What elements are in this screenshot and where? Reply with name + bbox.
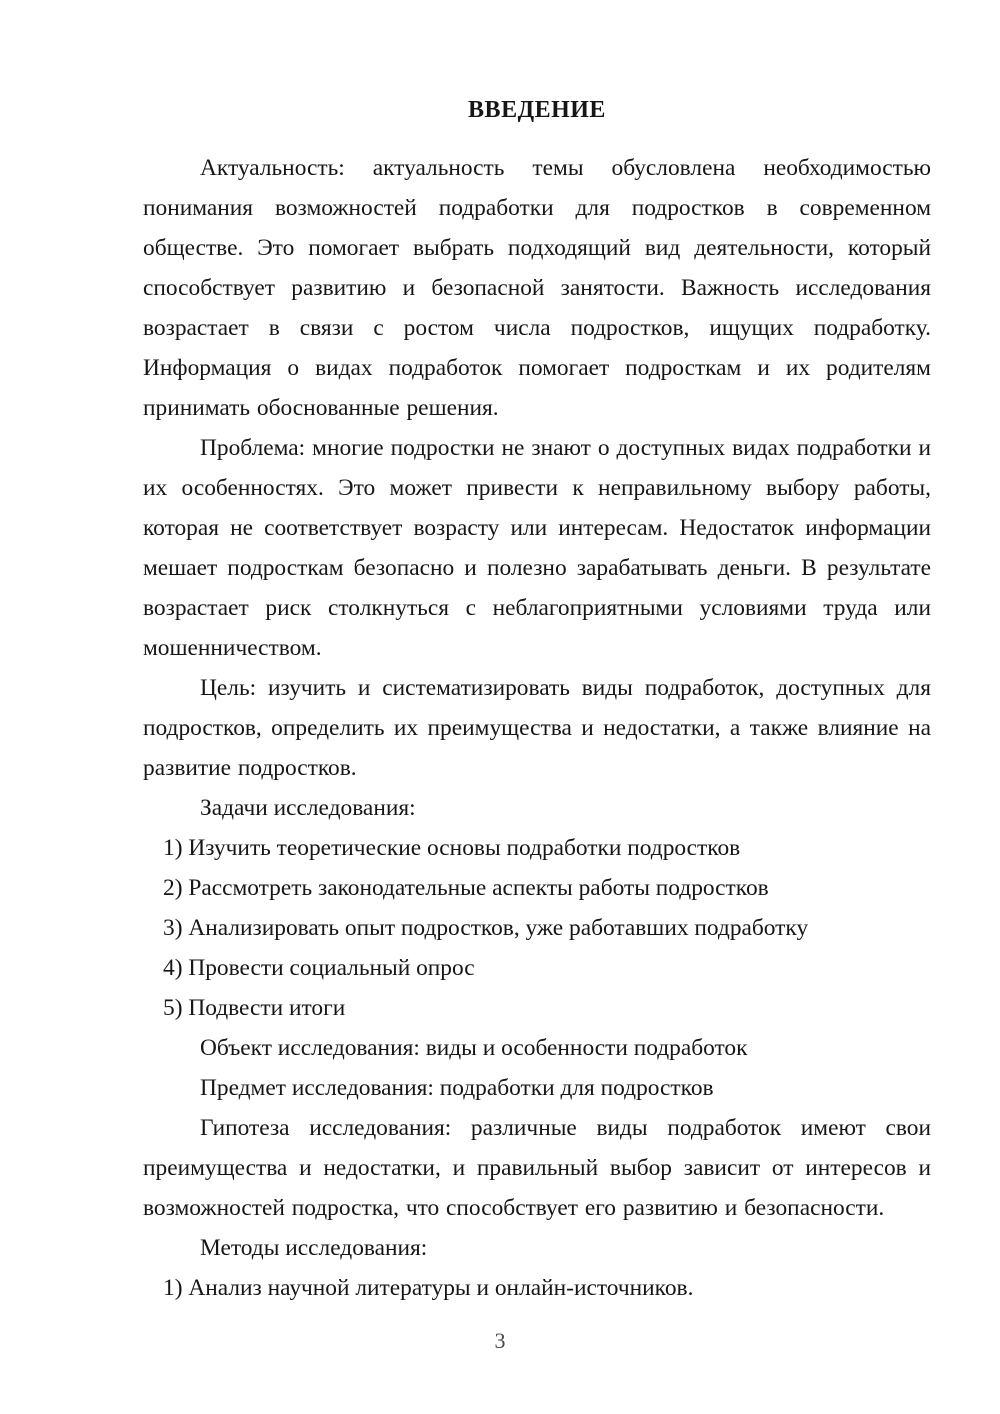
paragraph-relevance: Актуальность: актуальность темы обусловлена необходимостью понимания возможностей подработки для подростков в современном обществе. Это помогает выбрать подходящий вид деятельности, который способствует развитию и безопасной занятости. Важность исследования возрастает в связи с ростом числа подростков, ищущих подработку. Информация о видах подработок помогает подросткам и их родителям принимать обоснованные решения.: [143, 155, 931, 421]
task-item-5: 5) Подвести итоги: [163, 995, 346, 1021]
page-title: ВВЕДЕНИЕ: [468, 97, 606, 123]
subject-of-research-line: Предмет исследования: подработки для подростков: [200, 1075, 714, 1101]
task-item-2: 2) Рассмотреть законодательные аспекты работы подростков: [163, 875, 769, 901]
methods-heading: Методы исследования:: [200, 1235, 428, 1261]
method-item-1: 1) Анализ научной литературы и онлайн-источников.: [163, 1275, 694, 1301]
tasks-heading: Задачи исследования:: [200, 795, 416, 821]
document-content: [143, 96, 931, 1308]
paragraph-problem: Проблема: многие подростки не знают о доступных видах подработки и их особенностях. Это может привести к неправильному выбору работы, которая не соответствует возрасту или интересам. Недостаток информации мешает подросткам безопасно и полезно зарабатывать деньги. В результате возрастает риск столкнуться с неблагоприятными условиями труда или мошенничеством.: [143, 435, 931, 661]
task-item-4: 4) Провести социальный опрос: [163, 955, 475, 981]
paragraph-goal: Цель: изучить и систематизировать виды подработок, доступных для подростков, определить их преимущества и недостатки, а также влияние на развитие подростков.: [143, 675, 931, 781]
object-of-research-line: Объект исследования: виды и особенности подработок: [200, 1035, 748, 1061]
paragraph-hypothesis: Гипотеза исследования: различные виды подработок имеют свои преимущества и недостатки, и правильный выбор зависит от интересов и возможностей подростка, что способствует его развитию и безопасности.: [143, 1115, 931, 1221]
task-item-1: 1) Изучить теоретические основы подработки подростков: [163, 835, 741, 861]
page-number: 3: [494, 1328, 506, 1353]
task-item-3: 3) Анализировать опыт подростков, уже работавших подработку: [163, 915, 809, 941]
